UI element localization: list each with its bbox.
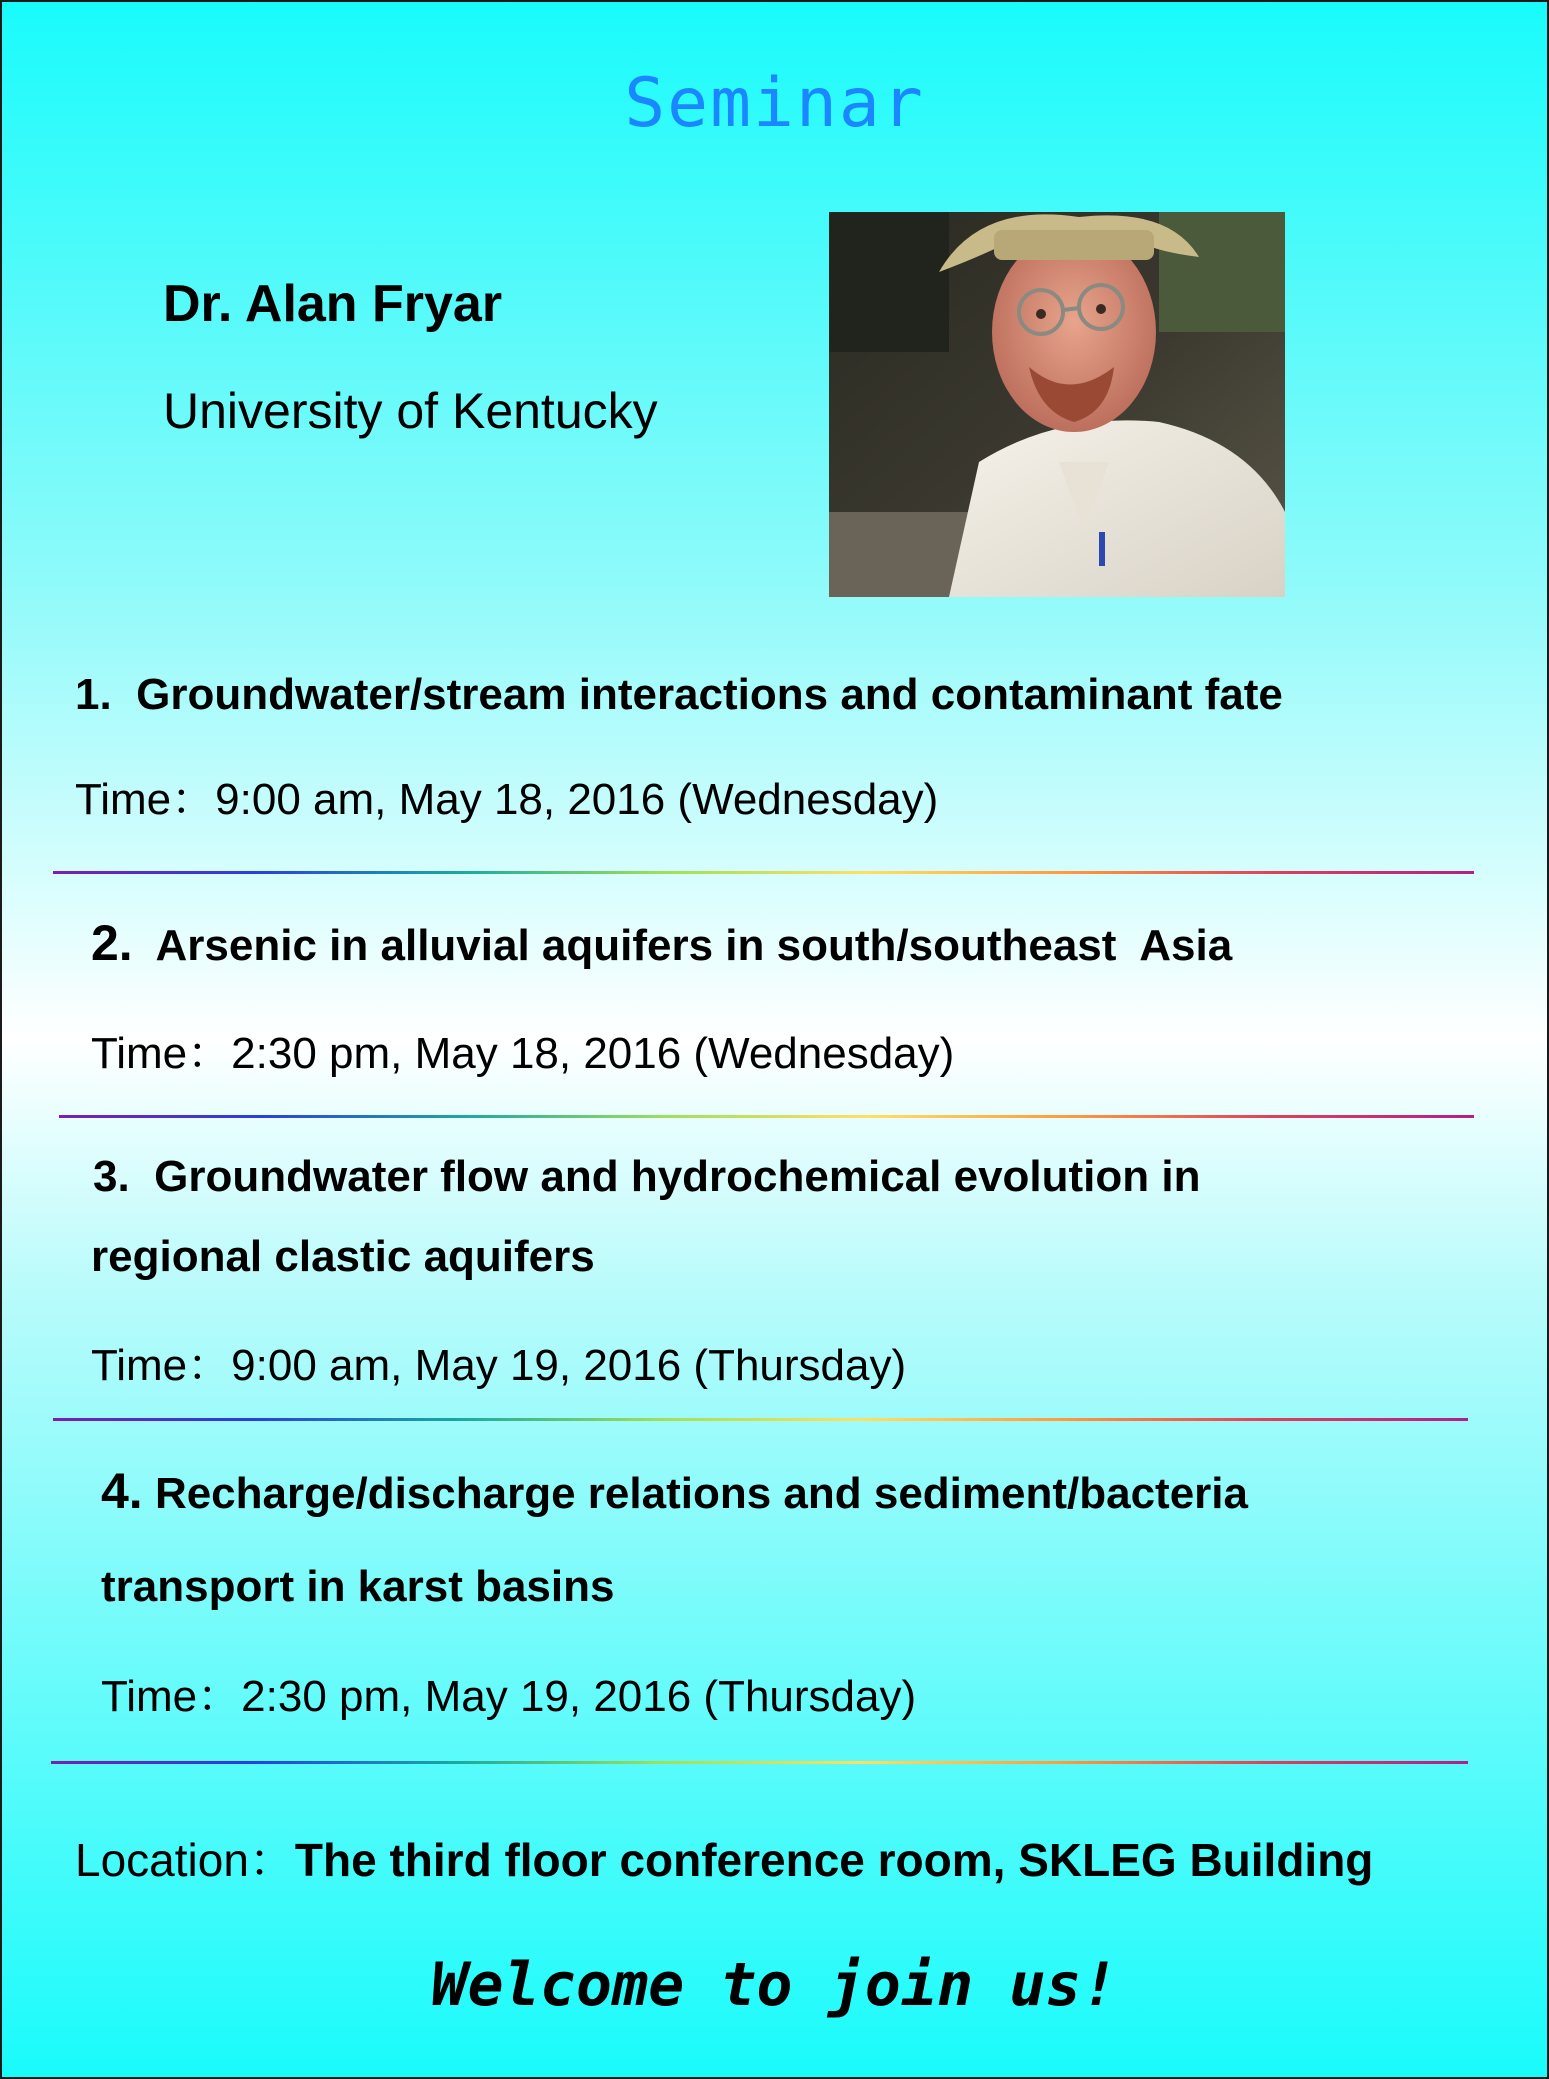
talk-1-time-value: 9:00 am, May 18, 2016 (Wednesday) (215, 775, 939, 824)
location-value: The third floor conference room, SKLEG Building (294, 1834, 1374, 1886)
speaker-name: Dr. Alan Fryar (163, 275, 503, 333)
talk-4-title-line2: transport in karst basins (101, 1562, 615, 1611)
talk-1-title (75, 670, 1283, 720)
talk-3-title-line2: regional clastic aquifers (91, 1232, 595, 1281)
speaker-photo (829, 212, 1285, 597)
talk-4-title (101, 1462, 1248, 1520)
talk-4-time-label: Time： (101, 1672, 242, 1721)
welcome-message: Welcome to join us! (431, 1950, 1118, 2020)
divider-1 (53, 871, 1474, 874)
talk-2-time-label: Time： (91, 1029, 232, 1078)
talk-3-time (91, 1329, 906, 1393)
talk-2-title (91, 914, 1232, 972)
talk-4-title-line1: Recharge/discharge relations and sediment/bacteria (154, 1469, 1248, 1518)
talk-4-number: 4. (101, 1463, 143, 1519)
talk-1-time (75, 763, 938, 827)
talk-3-title (93, 1152, 1201, 1202)
talk-3-time-label: Time： (91, 1341, 232, 1390)
poster-title: Seminar (624, 64, 925, 143)
talk-2-number: 2. (91, 915, 133, 971)
divider-2 (59, 1115, 1474, 1118)
talk-2-title-text: Arsenic in alluvial aquifers in south/southeast Asia (155, 921, 1233, 970)
divider-4 (51, 1761, 1468, 1764)
location (75, 1824, 1373, 1890)
talk-1-title-text: Groundwater/stream interactions and contaminant fate (136, 670, 1283, 719)
talk-2-time-value: 2:30 pm, May 18, 2016 (Wednesday) (231, 1029, 955, 1078)
talk-4-time-value: 2:30 pm, May 19, 2016 (Thursday) (241, 1672, 917, 1721)
location-label: Location： (75, 1834, 295, 1886)
talk-4-time (101, 1660, 916, 1724)
talk-1-number: 1. (75, 670, 112, 719)
talk-3-title-line1: Groundwater flow and hydrochemical evolution in (154, 1152, 1201, 1201)
talk-3-number: 3. (93, 1152, 130, 1201)
divider-3 (53, 1418, 1468, 1421)
talk-2-time (91, 1017, 954, 1081)
talk-1-time-label: Time： (75, 775, 216, 824)
talk-3-time-value: 9:00 am, May 19, 2016 (Thursday) (231, 1341, 907, 1390)
speaker-affiliation: University of Kentucky (163, 383, 658, 439)
